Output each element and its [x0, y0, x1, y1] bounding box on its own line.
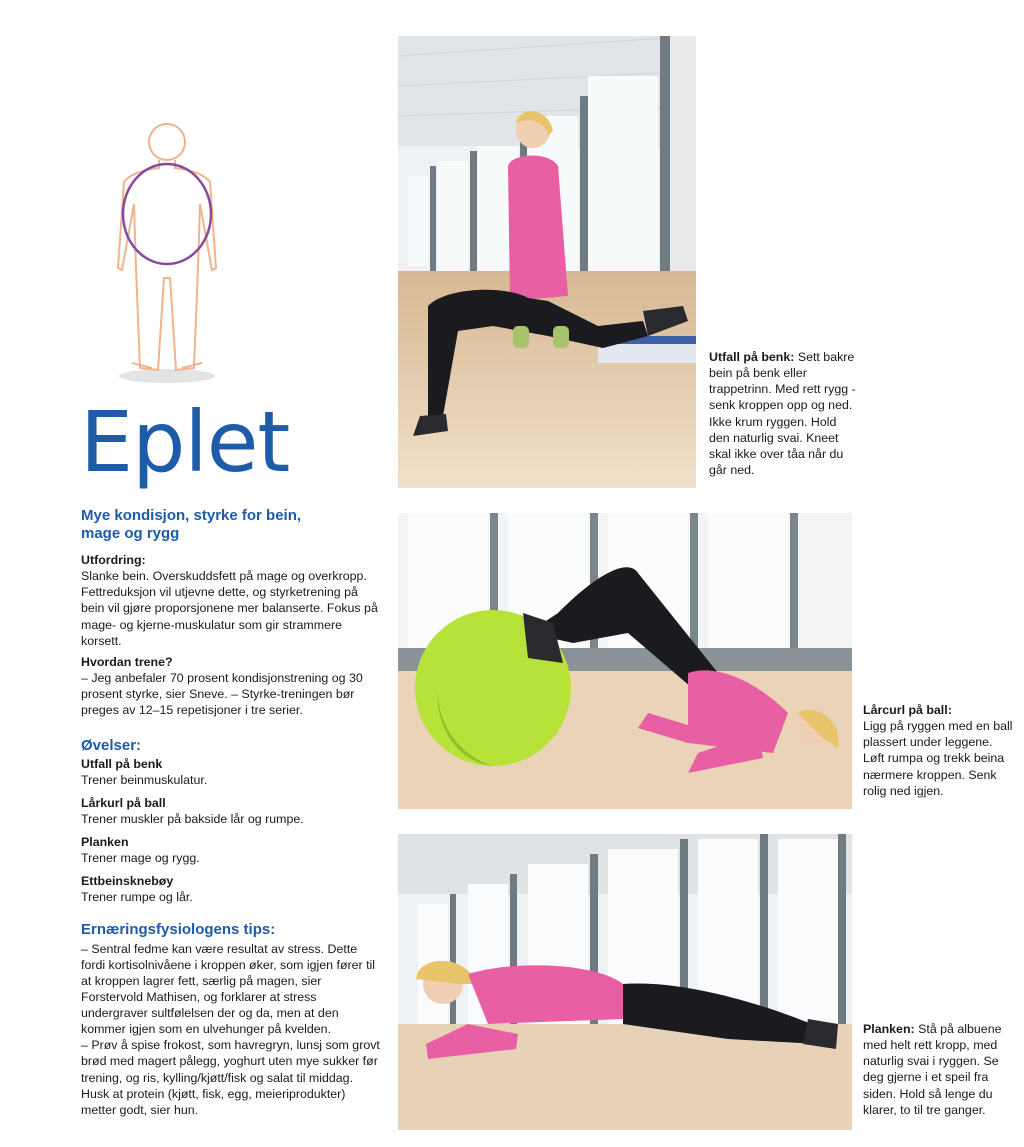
caption-text: Stå på albuene med helt rett kropp, med naturlig svai i ryggen. Se deg gjerne i et speil fra siden. Hold så lenge du klarer, to til tre ganger.: [863, 1022, 1002, 1117]
tips-heading: Ernæringsfysiologens tips:: [81, 921, 276, 938]
training-heading: Hvordan trene?: [81, 655, 173, 669]
photo-lunge-on-bench: [398, 36, 696, 488]
caption-plank: [863, 1021, 1013, 1118]
exercise-item: [81, 834, 381, 866]
caption-title: Lårcurl på ball:: [863, 703, 952, 717]
tips-text-1: – Sentral fedme kan være resultat av stress. Dette fordi kortisolnivåene i kroppen øker, som igjen fører til at kroppen lagrer fett, særlig på magen, sier Forstervold Mathisen, og forklarer at stress undergraver sultfølelsen der og da, men at den kommer igjen som en ulvehunger på kvelden.: [81, 941, 376, 1037]
challenge-text: Slanke bein. Overskuddsfett på mage og overkropp. Fettreduksjon vil utjevne dette, og styrketrening på bein vil gjøre proporsjonene mer balanserte. Fokus på mage- og kjerne-muskulatur som gir strammere korsett.: [81, 569, 378, 648]
exercise-item: [81, 756, 381, 788]
exercises-heading: Øvelser:: [81, 737, 142, 754]
exercise-desc: Trener beinmuskulatur.: [81, 772, 208, 787]
exercise-desc: Trener rumpe og lår.: [81, 890, 193, 905]
tips-text-2: – Prøv å spise frokost, som havregryn, lunsj som grovt brød med magert pålegg, yoghurt uten mye sukker før trening, og ris, kylling/kjøtt/fisk og salat til middag. Husk at protein (kjøtt, fisk, egg, meieriprodukter) metter godt, sier hun.: [81, 1038, 380, 1117]
exercise-name: Lårkurl på ball: [81, 795, 166, 810]
exercise-item: [81, 795, 381, 827]
caption-text: Ligg på ryggen med en ball plassert under leggene. Løft rumpa og trekk beina nærmere kroppen. Senk rolig ned igjen.: [863, 719, 1013, 798]
photo-hamstring-curl-on-ball: [398, 513, 852, 809]
caption-hamstring-curl: [863, 702, 1013, 799]
exercise-name: Utfall på benk: [81, 756, 163, 771]
challenge-heading: Utfordring:: [81, 553, 146, 567]
exercise-desc: Trener mage og rygg.: [81, 851, 200, 866]
exercise-name: Ettbeinsknebøy: [81, 874, 174, 889]
exercises-section: [81, 738, 381, 906]
caption-title: Utfall på benk:: [709, 350, 795, 364]
exercise-item: [81, 873, 381, 905]
caption-lunge: [709, 349, 859, 478]
caption-text: Sett bakre bein på benk eller trappetrinn. Med rett rygg - senk kroppen opp og ned. Ikke krum ryggen. Hold den naturlig svai. Kneet skal ikke over tåa når du går ned.: [709, 350, 856, 477]
page-subtitle: Mye kondisjon, styrke for bein, mage og rygg: [81, 507, 302, 542]
page-title: Eplet: [80, 393, 290, 491]
photo-plank: [398, 834, 852, 1130]
challenge-section: [81, 552, 381, 649]
caption-title: Planken:: [863, 1022, 915, 1036]
training-section: [81, 654, 381, 719]
training-text: – Jeg anbefaler 70 prosent kondisjonstrening og 30 prosent styrke, sier Sneve. – Styrke-treningen bør preges av 12–15 repetisjoner i tre serier.: [81, 671, 363, 718]
apple-body-shape-illustration: [112, 118, 222, 386]
exercise-name: Planken: [81, 835, 129, 849]
exercise-desc: Trener muskler på bakside lår og rumpe.: [81, 811, 304, 826]
tips-section: [81, 922, 381, 1118]
